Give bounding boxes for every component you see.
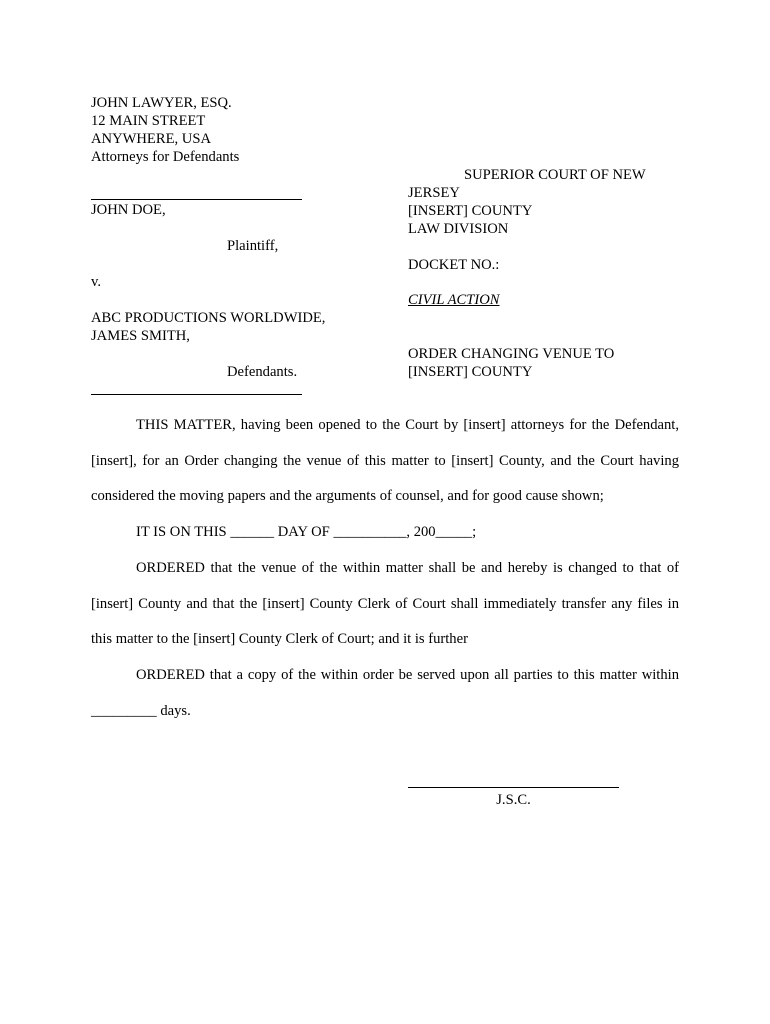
defendant-line2: JAMES SMITH, xyxy=(91,328,190,344)
court-line1: SUPERIOR COURT OF NEW xyxy=(464,167,646,183)
plaintiff-label: Plaintiff, xyxy=(227,238,279,254)
versus: v. xyxy=(91,274,101,290)
attorney-role: Attorneys for Defendants xyxy=(91,149,240,165)
court-county: [INSERT] COUNTY xyxy=(408,203,533,219)
paragraph-2: IT IS ON THIS ______ DAY OF __________, 200_____; xyxy=(136,524,477,540)
plaintiff-name: JOHN DOE, xyxy=(91,202,166,218)
docket-number: DOCKET NO.: xyxy=(408,257,500,273)
court-division: LAW DIVISION xyxy=(408,221,509,237)
paragraph-4-line-1: ORDERED that a copy of the within order be served upon all parties to this matter within xyxy=(136,667,679,683)
paragraph-4-line-2: _________ days. xyxy=(91,703,191,719)
paragraph-3-line-2: [insert] County and that the [insert] County Clerk of Court shall immediately transfer any files in xyxy=(91,596,679,612)
order-title-line2: [INSERT] COUNTY xyxy=(408,364,533,380)
paragraph-1-line-1: THIS MATTER, having been opened to the Court by [insert] attorneys for the Defendant, xyxy=(136,417,679,433)
paragraph-3-line-3: this matter to the [insert] County Clerk of Court; and it is further xyxy=(91,631,468,647)
attorney-city: ANYWHERE, USA xyxy=(91,131,211,147)
signature-line xyxy=(408,787,619,788)
paragraph-1-line-2: [insert], for an Order changing the venue of this matter to [insert] County, and the Court having xyxy=(91,453,679,469)
court-line2: JERSEY xyxy=(408,185,460,201)
attorney-street: 12 MAIN STREET xyxy=(91,113,206,129)
caption-bottom-rule xyxy=(91,394,302,395)
signature-label: J.S.C. xyxy=(496,792,531,808)
paragraph-1-line-3: considered the moving papers and the arguments of counsel, and for good cause shown; xyxy=(91,488,604,504)
attorney-name: JOHN LAWYER, ESQ. xyxy=(91,95,232,111)
civil-action: CIVIL ACTION xyxy=(408,292,500,308)
defendant-line1: ABC PRODUCTIONS WORLDWIDE, xyxy=(91,310,326,326)
paragraph-3-line-1: ORDERED that the venue of the within matter shall be and hereby is changed to that of xyxy=(136,560,679,576)
caption-top-rule xyxy=(91,199,302,200)
order-title-line1: ORDER CHANGING VENUE TO xyxy=(408,346,615,362)
defendants-label: Defendants. xyxy=(227,364,298,380)
